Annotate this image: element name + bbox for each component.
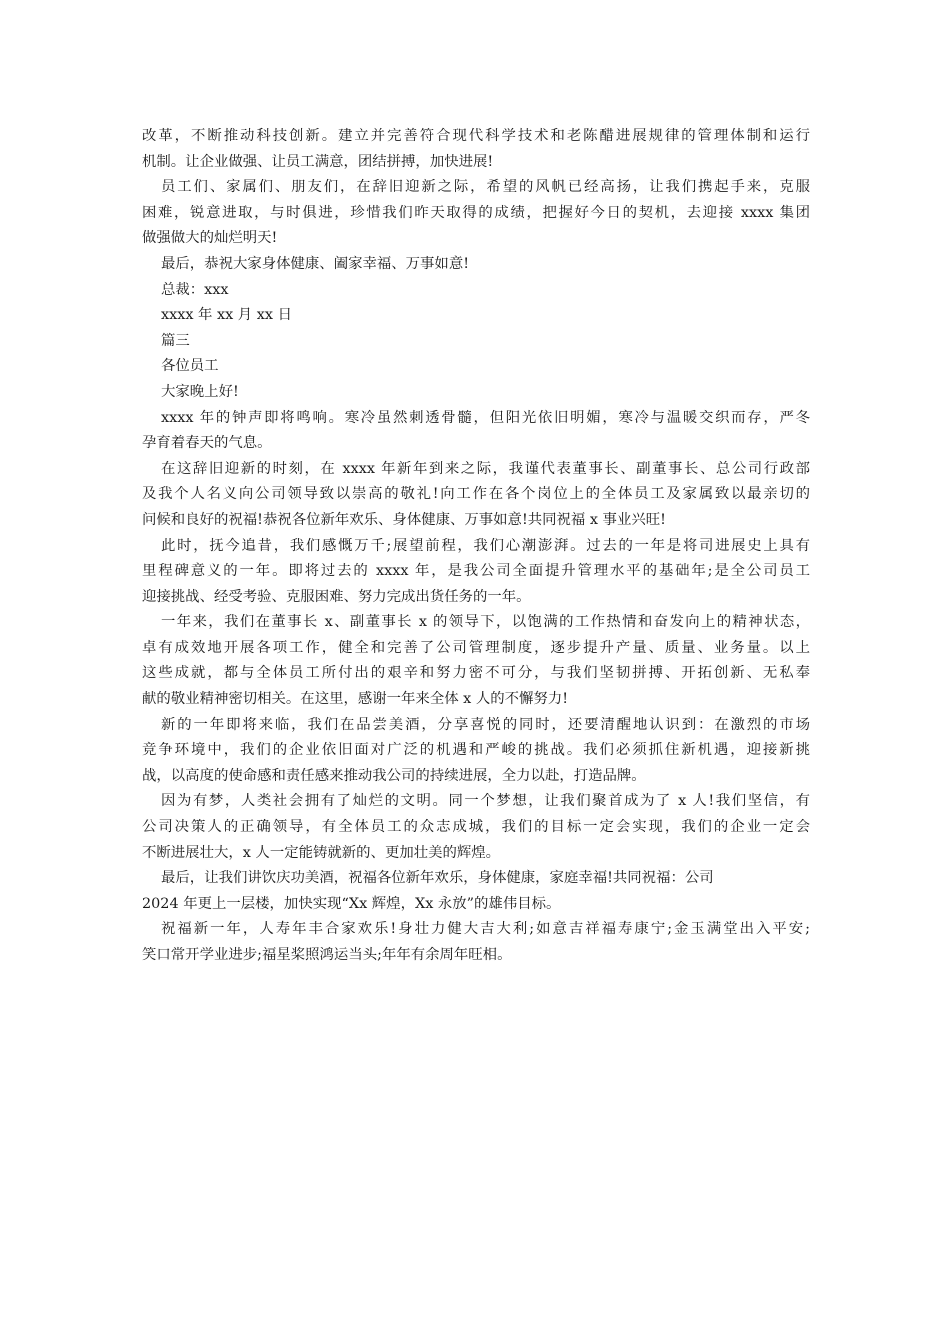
- text-line: 改革，不断推动科技创新。建立并完善符合现代科学技术和老陈醋进展规律的管理体制和运行: [142, 128, 810, 144]
- text-line: 员工们、家属们、朋友们，在辞旧迎新之际，希望的风帆已经高扬，让我们携起手来，克服: [161, 179, 810, 196]
- text-line: 及我个人名义向公司领导致以崇高的敬礼!向工作在各个岗位上的全体员工及家属致以最亲切的: [142, 486, 810, 503]
- text-line: 2024 年更上一层楼，加快实现“Xx 辉煌，Xx 永放”的雄伟目标。: [142, 895, 561, 912]
- text-line: xxxx 年 xx 月 xx 日: [161, 307, 292, 324]
- text-line: 最后，让我们讲饮庆功美酒，祝福各位新年欢乐，身体健康，家庭幸福!共同祝福：公司: [161, 870, 714, 887]
- text-line: 新的一年即将来临，我们在品尝美酒，分享喜悦的同时，还要清醒地认识到：在激烈的市场: [161, 716, 810, 733]
- text-line: 公司决策人的正确领导，有全体员工的众志成城，我们的目标一定会实现，我们的企业一定会: [142, 819, 810, 836]
- text-line: 在这辞旧迎新的时刻，在 xxxx 年新年到来之际，我谨代表董事长、副董事长、总公司行政部: [161, 460, 810, 477]
- text-line: 这些成就，都与全体员工所付出的艰辛和努力密不可分，与我们坚韧拼搏、开拓创新、无私奉: [142, 665, 810, 682]
- document-page: [142, 124, 810, 969]
- text-line: 一年来，我们在董事长 x、副董事长 x 的领导下，以饱满的工作热情和奋发向上的精神状态，: [161, 614, 810, 631]
- text-line: 笑口常开学业进步;福星桨照鸿运当头;年年有余周年旺相。: [142, 947, 512, 963]
- text-line: 竞争环境中，我们的企业依旧面对广泛的机遇和严峻的挑战。我们必须抓住新机遇，迎接新挑: [142, 742, 810, 759]
- text-line: 大家晚上好!: [161, 383, 239, 400]
- text-line: 机制。让企业做强、让员工满意，团结拼搏，加快进展!: [142, 153, 494, 170]
- text-line: 总裁：xxx: [161, 281, 229, 298]
- text-line: 迎接挑战、经受考验、克服困难、努力完成出货任务的一年。: [142, 588, 531, 605]
- text-line: 困难，锐意进取，与时俱进，珍惜我们昨天取得的成绩，把握好今日的契机，去迎接 xxxx 集团: [142, 204, 810, 221]
- text-line: 献的敬业精神密切相关。在这里，感谢一年来全体 x 人的不懈努力!: [142, 691, 568, 708]
- text-line: 篇三: [161, 332, 190, 349]
- text-line: 里程碑意义的一年。即将过去的 xxxx 年，是我公司全面提升管理水平的基础年;是全公司员工: [142, 563, 810, 580]
- text-line: 因为有梦，人类社会拥有了灿烂的文明。同一个梦想，让我们聚首成为了 x 人!我们坚信，有: [161, 793, 810, 810]
- text-line: 祝福新一年，人寿年丰合家欢乐!身壮力健大吉大利;如意吉祥福寿康宁;金玉满堂出入平安;: [161, 921, 810, 938]
- text-line: 问候和良好的祝福!恭祝各位新年欢乐、身体健康、万事如意!共同祝福 x 事业兴旺!: [142, 511, 666, 528]
- text-line: 战，以高度的使命感和责任感来推动我公司的持续进展，全力以赴，打造品牌。: [142, 767, 646, 784]
- text-line: 做强做大的灿烂明天!: [142, 230, 278, 247]
- text-line: 最后，恭祝大家身体健康、阖家幸福、万事如意!: [161, 255, 469, 272]
- text-line: 此时，抚今追昔，我们感慨万千;展望前程，我们心潮澎湃。过去的一年是将司进展史上具有: [161, 537, 810, 554]
- text-line: xxxx 年的钟声即将鸣响。寒冷虽然刺透骨髓，但阳光依旧明媚，寒冷与温暖交织而存，严冬: [161, 409, 810, 426]
- text-line: 卓有成效地开展各项工作，健全和完善了公司管理制度，逐步提升产量、质量、业务量。以上: [142, 639, 810, 656]
- text-line: 不断进展壮大，x 人一定能铸就新的、更加壮美的辉煌。: [142, 844, 501, 861]
- text-line: 各位员工: [161, 358, 219, 375]
- text-line: 孕育着春天的气息。: [142, 435, 272, 452]
